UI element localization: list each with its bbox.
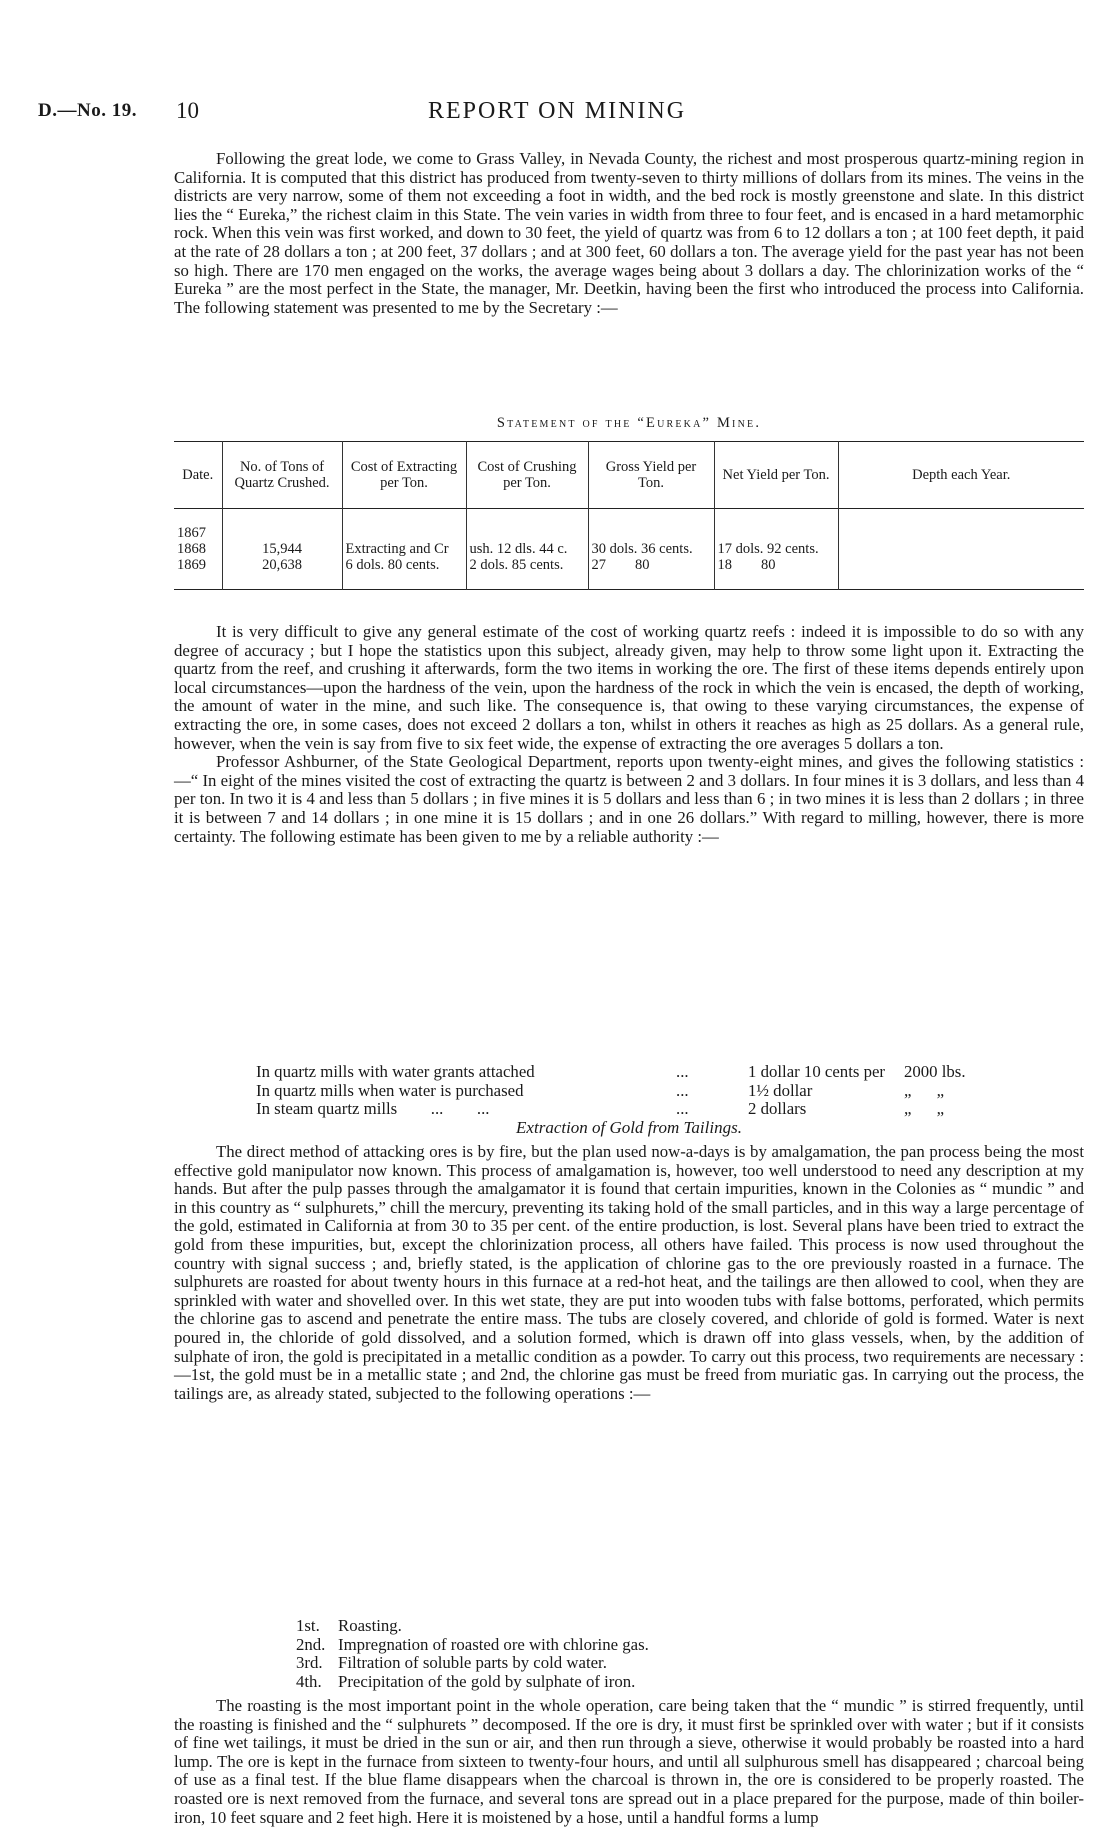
estimate-unit: 2000 lbs. — [904, 1062, 966, 1081]
estimate-label: In quartz mills with water grants attached — [256, 1062, 535, 1081]
table-cell: 1868 — [177, 541, 206, 557]
list-text: Roasting. — [338, 1616, 402, 1635]
list-item — [256, 1082, 1016, 1101]
statement-table — [174, 441, 1084, 590]
estimate-unit: „ „ — [904, 1080, 945, 1100]
crushing-cell — [466, 509, 588, 590]
estimate-label: In steam quartz mills ... ... — [256, 1099, 490, 1119]
list-item — [296, 1617, 649, 1636]
list-number: 1st. — [296, 1616, 320, 1635]
estimate-value: 1½ dollar — [748, 1080, 813, 1100]
list-number: 4th. — [296, 1671, 322, 1691]
list-item — [256, 1100, 1016, 1119]
column-header: Gross Yield per Ton. — [588, 442, 714, 509]
cost-section — [174, 623, 1084, 846]
list-item — [296, 1654, 649, 1673]
column-header: No. of Tons of Quartz Crushed. — [222, 442, 342, 509]
table-cell: 15,944 — [262, 541, 302, 557]
milling-estimate-list — [256, 1063, 1016, 1119]
table-row — [174, 509, 1084, 590]
table-cell: 2 dols. 85 cents. — [469, 557, 564, 573]
table-cell: 1867 — [177, 525, 206, 541]
estimate-value: 2 dollars — [748, 1099, 807, 1119]
paragraph: It is very difficult to give any general estimate of the cost of working quartz reefs : indeed it is impossible to do so with any degree of accuracy ; but I hope the statistics upon this subject, already given, may help to throw some light upon it. Extracting the quartz from the reef, and crushing it afterwards, form the two items in working the ore. The first of these items depends entirely upon local circumstances—upon the hardness of the vein, upon the hardness of the rock in which the vein is encased, the depth of working, the amount of water in the mine, and such like. The consequence is, that owing to these varying circumstances, the expense of extracting the ore, in some cases, does not exceed 2 dollars a ton, whilst in others it reaches as high as 25 dollars. As a general rule, however, when the vein is say from five to six feet wide, the expense of extracting the ore averages 5 dollars a ton. — [174, 622, 1084, 753]
estimate-label: In quartz mills when water is purchased — [256, 1080, 524, 1100]
statement-title: Statement of the “Eureka” Mine. — [496, 415, 762, 431]
paragraph: The roasting is the most important point in the whole operation, care being taken that the “ mundic ” is stirred frequently, until the roasting is finished and the “ sulphurets ” decomposed. If the ore is dry, it must first be sprinkled over with water ; but if it consists of fine wet tailings, it must be dried in the sun or air, and then run through a sieve, otherwise it would probably be roasted into a hard lump. The ore is kept in the furnace from sixteen to twenty-four hours, and until all sulphurous smell has disappeared ; charcoal being of use as a final test. If the blue flame disappears when the charcoal is thrown in, the ore is considered to be properly roasted. The roasted ore is next removed from the furnace, and several tons are spread out in a place prepared for the purpose, made of thin boiler-iron, 10 feet square and 2 feet high. Here it is moistened by a hose, until a handful forms a lump — [174, 1696, 1084, 1827]
estimate-value: 1 dollar 10 cents per — [748, 1062, 886, 1081]
table-cell: 30 dols. 36 cents. — [591, 541, 693, 557]
paragraph: Following the great lode, we come to Grass Valley, in Nevada County, the richest and most prosperous quartz-mining region in California. It is computed that this district has produced from twenty-seven to thirty millions of dollars from its mines. The veins in the districts are very narrow, some of them not exceeding a foot in width, and the bed rock is mostly greenstone and slate. In this district lies the “ Eureka,” the richest claim in this State. The vein varies in width from three to four feet, and is encased in a hard metamorphic rock. When this vein was first worked, and down to 30 feet, the yield of quartz was from 6 to 12 dollars a ton ; at 100 feet depth, it paid at the rate of 28 dollars a ton ; at 200 feet, 37 dollars ; and at 300 feet, 60 dollars a ton. The average yield for the past year has not been so high. There are 170 men engaged on the works, the average wages being about 3 dollars a day. The chlorinization works of the “ Eureka ” are the most perfect in the State, the manager, Mr. Deetkin, having been the first who introduced the process into California. The following statement was presented to me by the Secretary :— — [174, 149, 1084, 317]
tailings-section — [174, 1143, 1084, 1403]
net-yield-cell — [714, 509, 838, 590]
table-cell: ush. 12 dls. 44 c. — [469, 541, 568, 557]
table-cell — [592, 525, 711, 541]
page-number: 10 — [176, 98, 199, 123]
list-item — [296, 1636, 649, 1655]
gross-yield-cell — [588, 509, 714, 590]
table-cell: 17 dols. 92 cents. — [717, 541, 819, 557]
table-cell: 27 80 — [591, 557, 650, 573]
document-reference: D.—No. 19. — [38, 100, 137, 121]
depth-cell — [838, 509, 1084, 590]
list-number: 3rd. — [296, 1653, 323, 1673]
extracting-cell — [342, 509, 466, 590]
estimate-unit: „ „ — [904, 1099, 945, 1119]
list-item — [296, 1673, 649, 1692]
list-text: Filtration of soluble parts by cold water. — [338, 1653, 607, 1673]
table-cell — [346, 525, 463, 541]
column-header: Date. — [182, 467, 214, 483]
table-cell — [718, 525, 835, 541]
table-cell: Extracting and Cr — [345, 541, 449, 557]
operations-list — [296, 1617, 649, 1691]
table-cell: 6 dols. 80 cents. — [345, 557, 440, 573]
list-text: Impregnation of roasted ore with chlorine gas. — [338, 1634, 649, 1654]
table-cell: 1869 — [177, 557, 206, 573]
running-title: REPORT ON MINING — [427, 98, 687, 124]
paragraph: The direct method of attacking ores is by fire, but the plan used now-a-days is by amalgamation, the pan process being the most effective gold manipulator now known. This process of amalgamation is, however, too well understood to need any description at my hands. But after the pulp passes through the amalgamator it is found that certain impurities, known in the Colonies as “ mundic ” and in this country as “ sulphurets,” chill the mercury, preventing its taking hold of the small particles, and in this way a large percentage of the gold, estimated in California at from 30 to 35 per cent. of the entire production, is lost. Several plans have been tried to extract the gold from these impurities, but, except the chlorinization process, all others have failed. This process is now used throughout the country with signal success ; and, briefly stated, is the application of chlorine gas to the ore previously roasted in a furnace. The sulphurets are roasted for about twenty hours in this furnace at a red-hot heat, and the tailings are then allowed to cool, when they are sprinkled with water and shovelled over. In this wet state, they are put into wooden tubs with false bottoms, perforated, which permits the chlorine gas to ascend and penetrate the entire mass. The tubs are closely covered, and chloride of gold is formed. Water is next poured in, the chloride of gold dissolved, and a solution formed, which is drawn off into glass vessels, when, by the addition of sulphate of iron, the gold is precipitated in a metallic condition as a powder. To carry out this process, two requirements are necessary :—1st, the gold must be in a metallic state ; and 2nd, the chlorine gas must be freed from muriatic gas. In carrying out the process, the tailings are, as already stated, subjected to the following operations :— — [174, 1142, 1084, 1403]
date-cell — [174, 509, 222, 590]
section-heading: Extraction of Gold from Tailings. — [516, 1118, 742, 1137]
list-text: Precipitation of the gold by sulphate of iron. — [338, 1671, 636, 1691]
table-cell — [226, 525, 339, 541]
page-header — [38, 98, 1076, 128]
intro-section — [174, 150, 1084, 317]
column-header: Net Yield per Ton. — [714, 442, 838, 509]
leader-dots: ... — [676, 1099, 689, 1119]
table-cell — [470, 525, 585, 541]
table-cell: 20,638 — [262, 557, 302, 573]
roasting-section — [174, 1697, 1084, 1827]
list-item — [256, 1063, 1016, 1082]
column-header: Cost of Crushing per Ton. — [466, 442, 588, 509]
leader-dots: ... — [676, 1062, 689, 1081]
table-header-row — [174, 442, 1084, 509]
list-number: 2nd. — [296, 1634, 326, 1654]
paragraph: Professor Ashburner, of the State Geological Department, reports upon twenty-eight mines, and gives the following statistics :—“ In eight of the mines visited the cost of extracting the quartz is between 2 and 3 dollars. In four mines it is 3 dollars, and less than 4 per ton. In two it is 4 and less than 5 dollars ; in five mines it is 5 dollars and less than 6 ; in two mines it is less than 2 dollars ; in three it is between 7 and 14 dollars ; in one mine it is 15 dollars ; and in one 26 dollars.” With regard to milling, however, there is more certainty. The following estimate has been given to me by a reliable authority :— — [174, 752, 1084, 846]
tons-cell — [222, 509, 342, 590]
column-header: Depth each Year. — [838, 442, 1084, 509]
column-header: Cost of Extracting per Ton. — [342, 442, 466, 509]
table-cell: 18 80 — [717, 557, 776, 573]
leader-dots: ... — [676, 1080, 689, 1100]
